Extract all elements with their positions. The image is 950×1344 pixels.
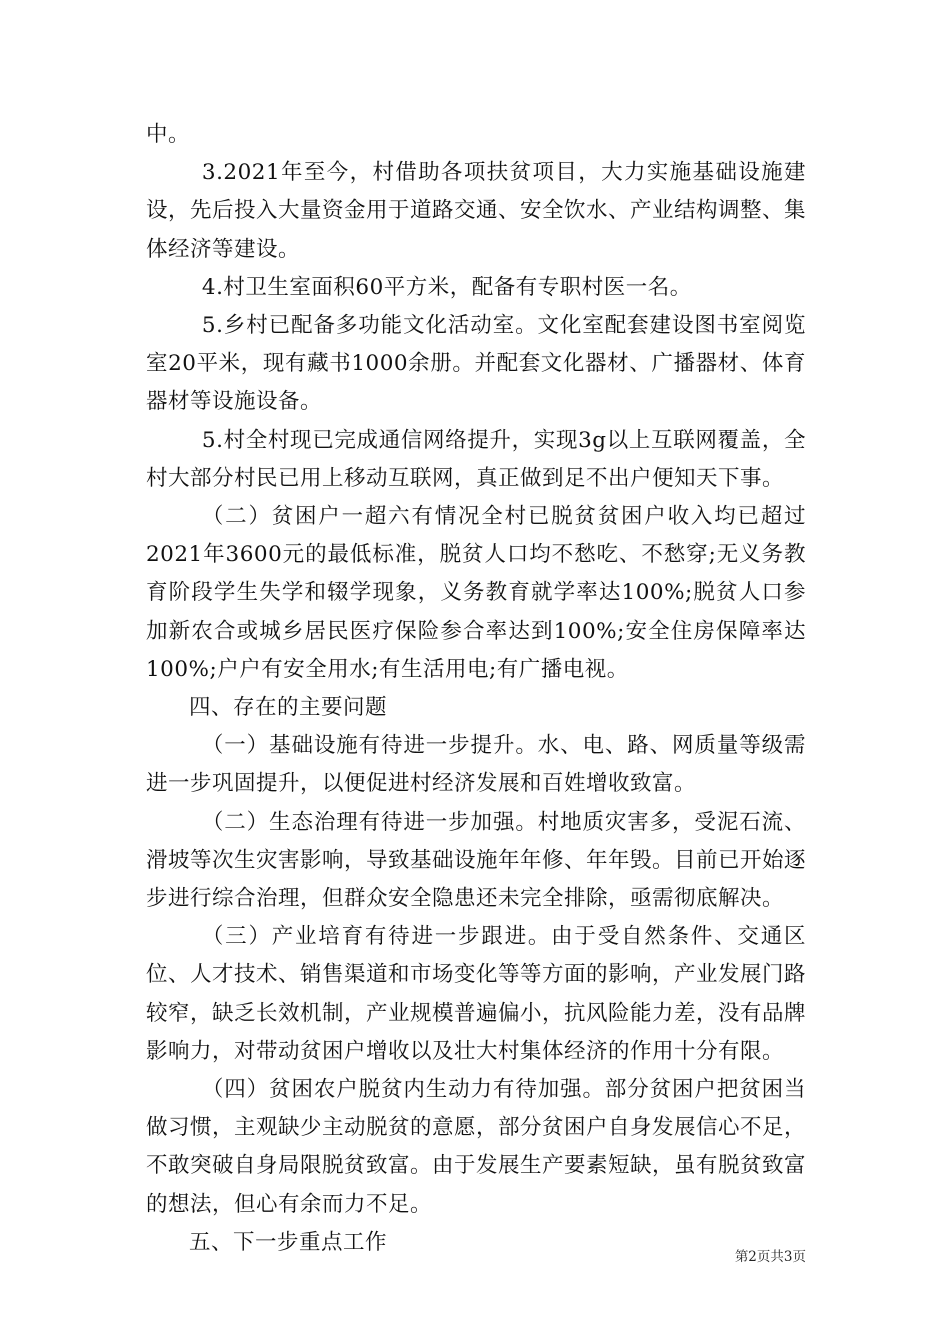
- paragraph-problem-3: （三）产业培育有待进一步跟进。由于受自然条件、交通区位、人才技术、销售渠道和市场变化等等方面的影响，产业发展门路较窄，缺乏长效机制，产业规模普遍偏小，抗风险能力差，没有品牌影响力，对带动贫困户增收以及壮大村集体经济的作用十分有限。: [146, 924, 807, 1064]
- paragraph-item-4: 4.村卫生室面积60平方米，配备有专职村医一名。: [201, 274, 692, 300]
- paragraph-item-5b: 5.村全村现已完成通信网络提升，实现3g以上互联网覆盖，全村大部分村民已用上移动互联网，真正做到足不出户便知天下事。: [146, 427, 806, 491]
- paragraph-problem-2: （二）生态治理有待进一步加强。村地质灾害多，受泥石流、滑坡等次生灾害影响，导致基础设施年年修、年年毁。目前已开始逐步进行综合治理，但群众安全隐患还未完全排除，亟需彻底解决。: [146, 809, 807, 912]
- paragraph-continuation: 中。: [146, 122, 191, 147]
- document-body: [146, 116, 806, 1262]
- paragraph-item-5a: 5.乡村已配备多功能文化活动室。文化室配套建设图书室阅览室20平米，现有藏书1000余册。并配套文化器材、广播器材、体育器材等设施设备。: [146, 313, 806, 415]
- paragraph-problem-1: （一）基础设施有待进一步提升。水、电、路、网质量等级需进一步巩固提升，以便促进村经济发展和百姓增收致富。: [146, 733, 806, 797]
- section-heading-problems: 四、存在的主要问题: [189, 695, 388, 721]
- paragraph-poverty-households: （二）贫困户一超六有情况全村已脱贫贫困户收入均已超过2021年3600元的最低标准，脱贫人口均不愁吃、不愁穿;无义务教育阶段学生失学和辍学现象，义务教育就学率达100%;脱贫人口参加新农合或城乡居民医疗保险参合率达到100%;安全住房保障率达100%;户户有安全用水;有生活用电;有广播电视。: [146, 504, 806, 682]
- paragraph-problem-4: （四）贫困农户脱贫内生动力有待加强。部分贫困户把贫困当做习惯，主观缺少主动脱贫的意愿，部分贫困户自身发展信心不足，不敢突破自身局限脱贫致富。由于发展生产要素短缺，虽有脱贫致富的想法，但心有余而力不足。: [146, 1077, 807, 1217]
- section-heading-next-steps: 五、下一步重点工作: [189, 1229, 388, 1255]
- paragraph-item-3: 3.2021年至今，村借助各项扶贫项目，大力实施基础设施建设，先后投入大量资金用于道路交通、安全饮水、产业结构调整、集体经济等建设。: [146, 160, 807, 262]
- page-number: 第2页共3页: [734, 1249, 806, 1265]
